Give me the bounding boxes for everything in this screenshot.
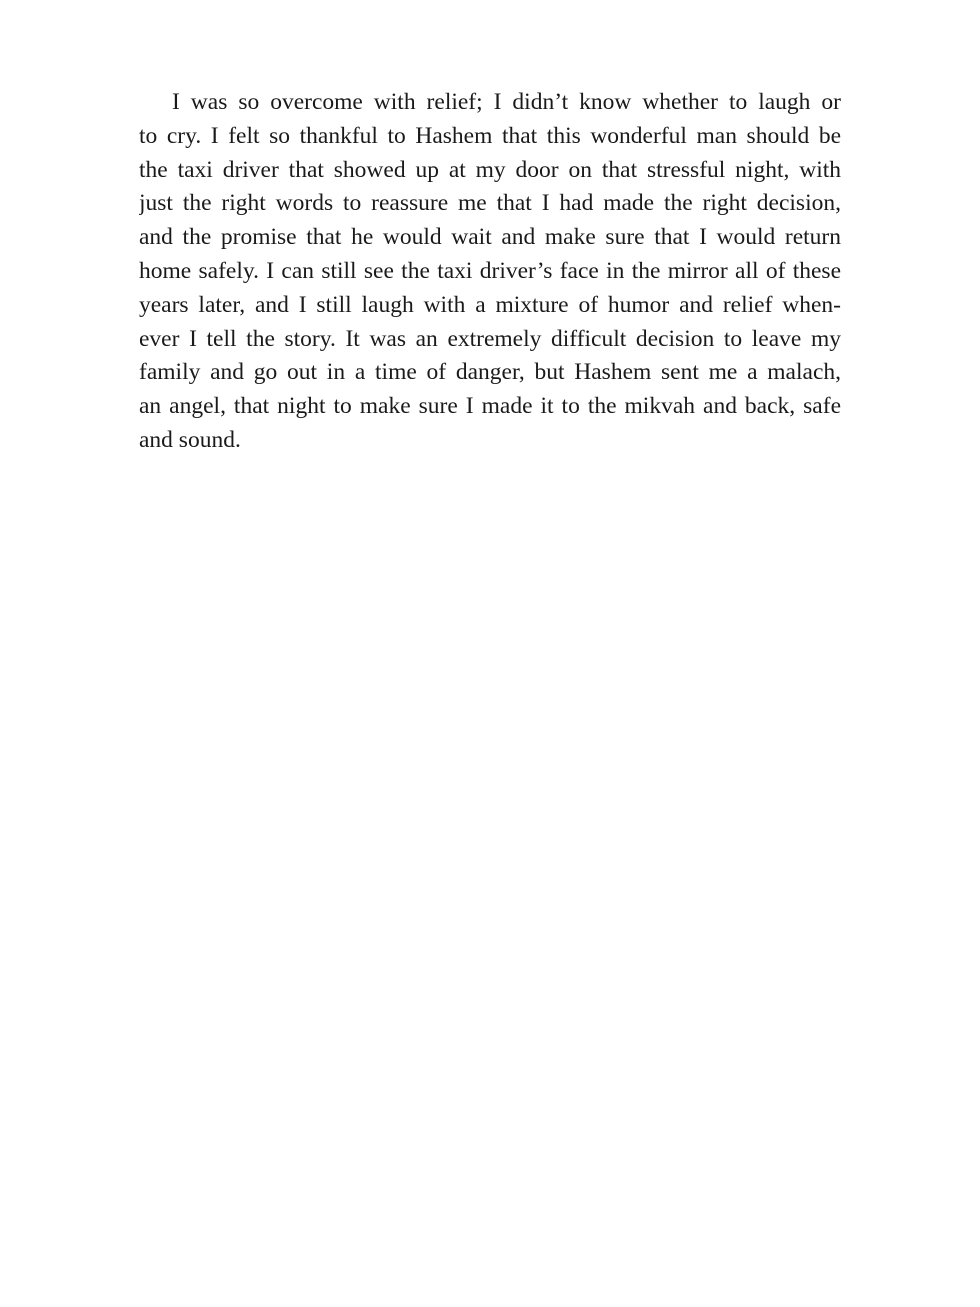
paragraph-line-7: years later, and I still laugh with a mixture of humor and relief when- [139, 291, 841, 318]
paragraph-line-9: family and go out in a time of danger, but Hashem sent me a malach, [139, 359, 841, 386]
paragraph-line-8: ever I tell the story. It was an extremely difficult decision to leave my [139, 325, 841, 352]
paragraph-line-4: just the right words to reassure me that I had made the right decision, [139, 190, 841, 217]
paragraph-line-11: and sound. [139, 426, 241, 453]
paragraph-line-10: an angel, that night to make sure I made it to the mikvah and back, safe [139, 393, 841, 420]
paragraph-line-6: home safely. I can still see the taxi driver’s face in the mirror all of these [139, 257, 841, 284]
paragraph-line-1: I was so overcome with relief; I didn’t know whether to laugh or [172, 89, 841, 115]
body-paragraph [139, 86, 841, 458]
paragraph-line-3: the taxi driver that showed up at my door on that stressful night, with [139, 156, 841, 183]
paragraph-line-5: and the promise that he would wait and make sure that I would return [139, 224, 841, 251]
paragraph-line-2: to cry. I felt so thankful to Hashem that this wonderful man should be [139, 122, 841, 149]
